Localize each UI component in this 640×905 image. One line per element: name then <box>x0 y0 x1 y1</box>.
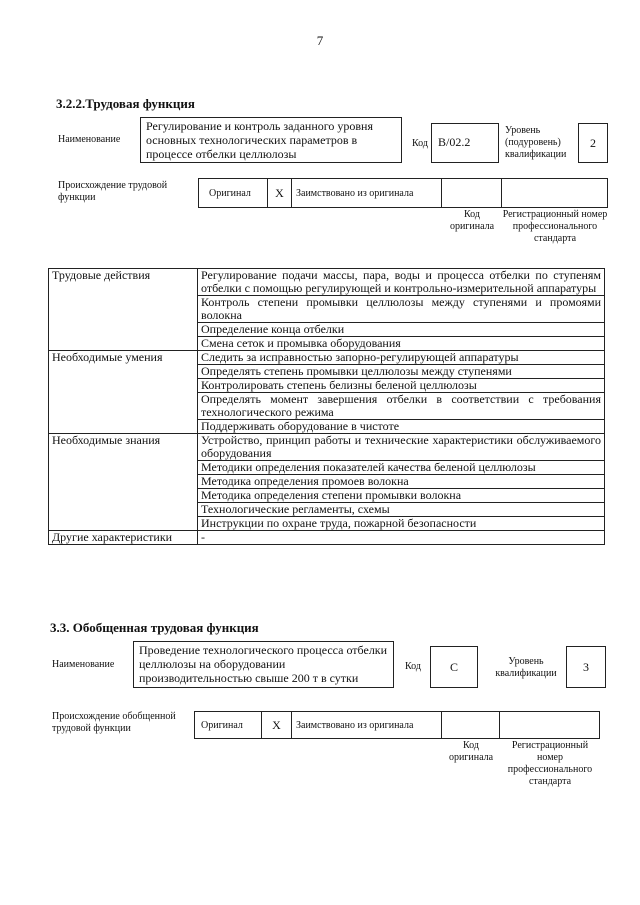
code-value: B/02.2 <box>438 135 471 149</box>
section-heading-3-3: 3.3. Обобщенная трудовая функция <box>50 620 259 635</box>
original-mark-cell <box>268 178 292 208</box>
other-label: Другие характеристики <box>49 531 198 545</box>
skill-item: Определять степень промывки целлюлозы между ступенями <box>198 365 605 379</box>
code-original-cell-2 <box>442 711 500 739</box>
level-box <box>578 123 608 163</box>
borrowed-label: Заимствовано из оригинала <box>296 187 414 199</box>
original-mark-cell-2 <box>262 711 292 739</box>
labor-actions-label: Трудовые действия <box>49 269 198 351</box>
original-cell-2 <box>194 711 262 739</box>
table-row <box>49 351 605 365</box>
code-original-cell <box>442 178 502 208</box>
generalized-function-name-box <box>133 641 394 688</box>
function-name-value: Регулирование и контроль заданного уровня основных технологических параметров в процессе отбелки целлюлозы <box>146 119 373 161</box>
knowledge-item: Методика определения степени промывки волокна <box>198 489 605 503</box>
origin-row <box>198 178 608 208</box>
level-value-2: 3 <box>583 660 589 674</box>
reg-number-caption: Регистрационный номер профессионального стандарта <box>502 209 608 244</box>
code-original-caption-2: Код оригинала <box>448 740 494 763</box>
name-label: Наименование <box>58 134 121 145</box>
code-original-caption: Код оригинала <box>449 209 495 232</box>
labor-action-item: Определение конца отбелки <box>198 323 605 337</box>
borrowed-cell <box>292 178 442 208</box>
borrowed-cell-2 <box>292 711 442 739</box>
code-value-2: C <box>449 660 458 674</box>
skill-item: Контролировать степень белизны беленой целлюлозы <box>198 379 605 393</box>
skill-item: Поддерживать оборудование в чистоте <box>198 420 605 434</box>
level-box-2 <box>566 646 606 688</box>
origin-label: Происхождение трудовой функции <box>58 180 168 203</box>
skill-item: Следить за исправностью запорно-регулирующей аппаратуры <box>198 351 605 365</box>
borrowed-label-2: Заимствовано из оригинала <box>296 719 414 731</box>
knowledge-item: Технологические регламенты, схемы <box>198 503 605 517</box>
original-mark-2: X <box>272 717 281 732</box>
table-row <box>49 269 605 296</box>
knowledge-item: Инструкции по охране труда, пожарной безопасности <box>198 517 605 531</box>
labor-function-table <box>48 268 605 545</box>
origin-row-2 <box>194 711 600 739</box>
code-label: Код <box>412 138 428 149</box>
original-mark: X <box>275 185 284 200</box>
knowledge-item: Методика определения промоев волокна <box>198 475 605 489</box>
origin-label-2: Происхождение обобщенной трудовой функции <box>52 711 176 734</box>
function-name-box <box>140 117 402 163</box>
code-label-2: Код <box>405 661 421 672</box>
level-label-2: Уровень квалификации <box>495 656 557 679</box>
reg-number-cell-2 <box>500 711 600 739</box>
level-label: Уровень (подуровень) квалификации <box>505 125 567 160</box>
knowledge-item: Методики определения показателей качества беленой целлюлозы <box>198 461 605 475</box>
original-label-2: Оригинал <box>201 719 243 731</box>
level-value: 2 <box>590 136 596 150</box>
table-row <box>49 434 605 461</box>
reg-number-cell <box>502 178 608 208</box>
name-label-2: Наименование <box>52 659 115 670</box>
knowledge-item: Устройство, принцип работы и технические характеристики обслуживаемого оборудования <box>198 434 605 461</box>
other-value: - <box>198 531 605 545</box>
skills-label: Необходимые умения <box>49 351 198 434</box>
original-label: Оригинал <box>209 187 251 199</box>
page-number: 7 <box>316 33 324 48</box>
labor-action-item: Смена сеток и промывка оборудования <box>198 337 605 351</box>
code-box <box>431 123 499 163</box>
labor-action-item: Регулирование подачи массы, пара, воды и процесса отбелки по ступеням отбелки с помощью регулирующей и контрольно-измерительной аппаратуры <box>198 269 605 296</box>
skill-item: Определять момент завершения отбелки в соответствии с требования технологического режима <box>198 393 605 420</box>
reg-number-caption-2: Регистрационный номер профессионального стандарта <box>507 740 593 787</box>
original-cell <box>198 178 268 208</box>
labor-action-item: Контроль степени промывки целлюлозы между ступенями и промоями волокна <box>198 296 605 323</box>
table-row <box>49 531 605 545</box>
knowledge-label: Необходимые знания <box>49 434 198 531</box>
code-box-2 <box>430 646 478 688</box>
section-heading-3-2-2: 3.2.2.Трудовая функция <box>56 96 195 111</box>
generalized-function-name-value: Проведение технологического процесса отбелки целлюлозы на оборудовании производительностью свыше 200 т в сутки <box>139 643 388 685</box>
